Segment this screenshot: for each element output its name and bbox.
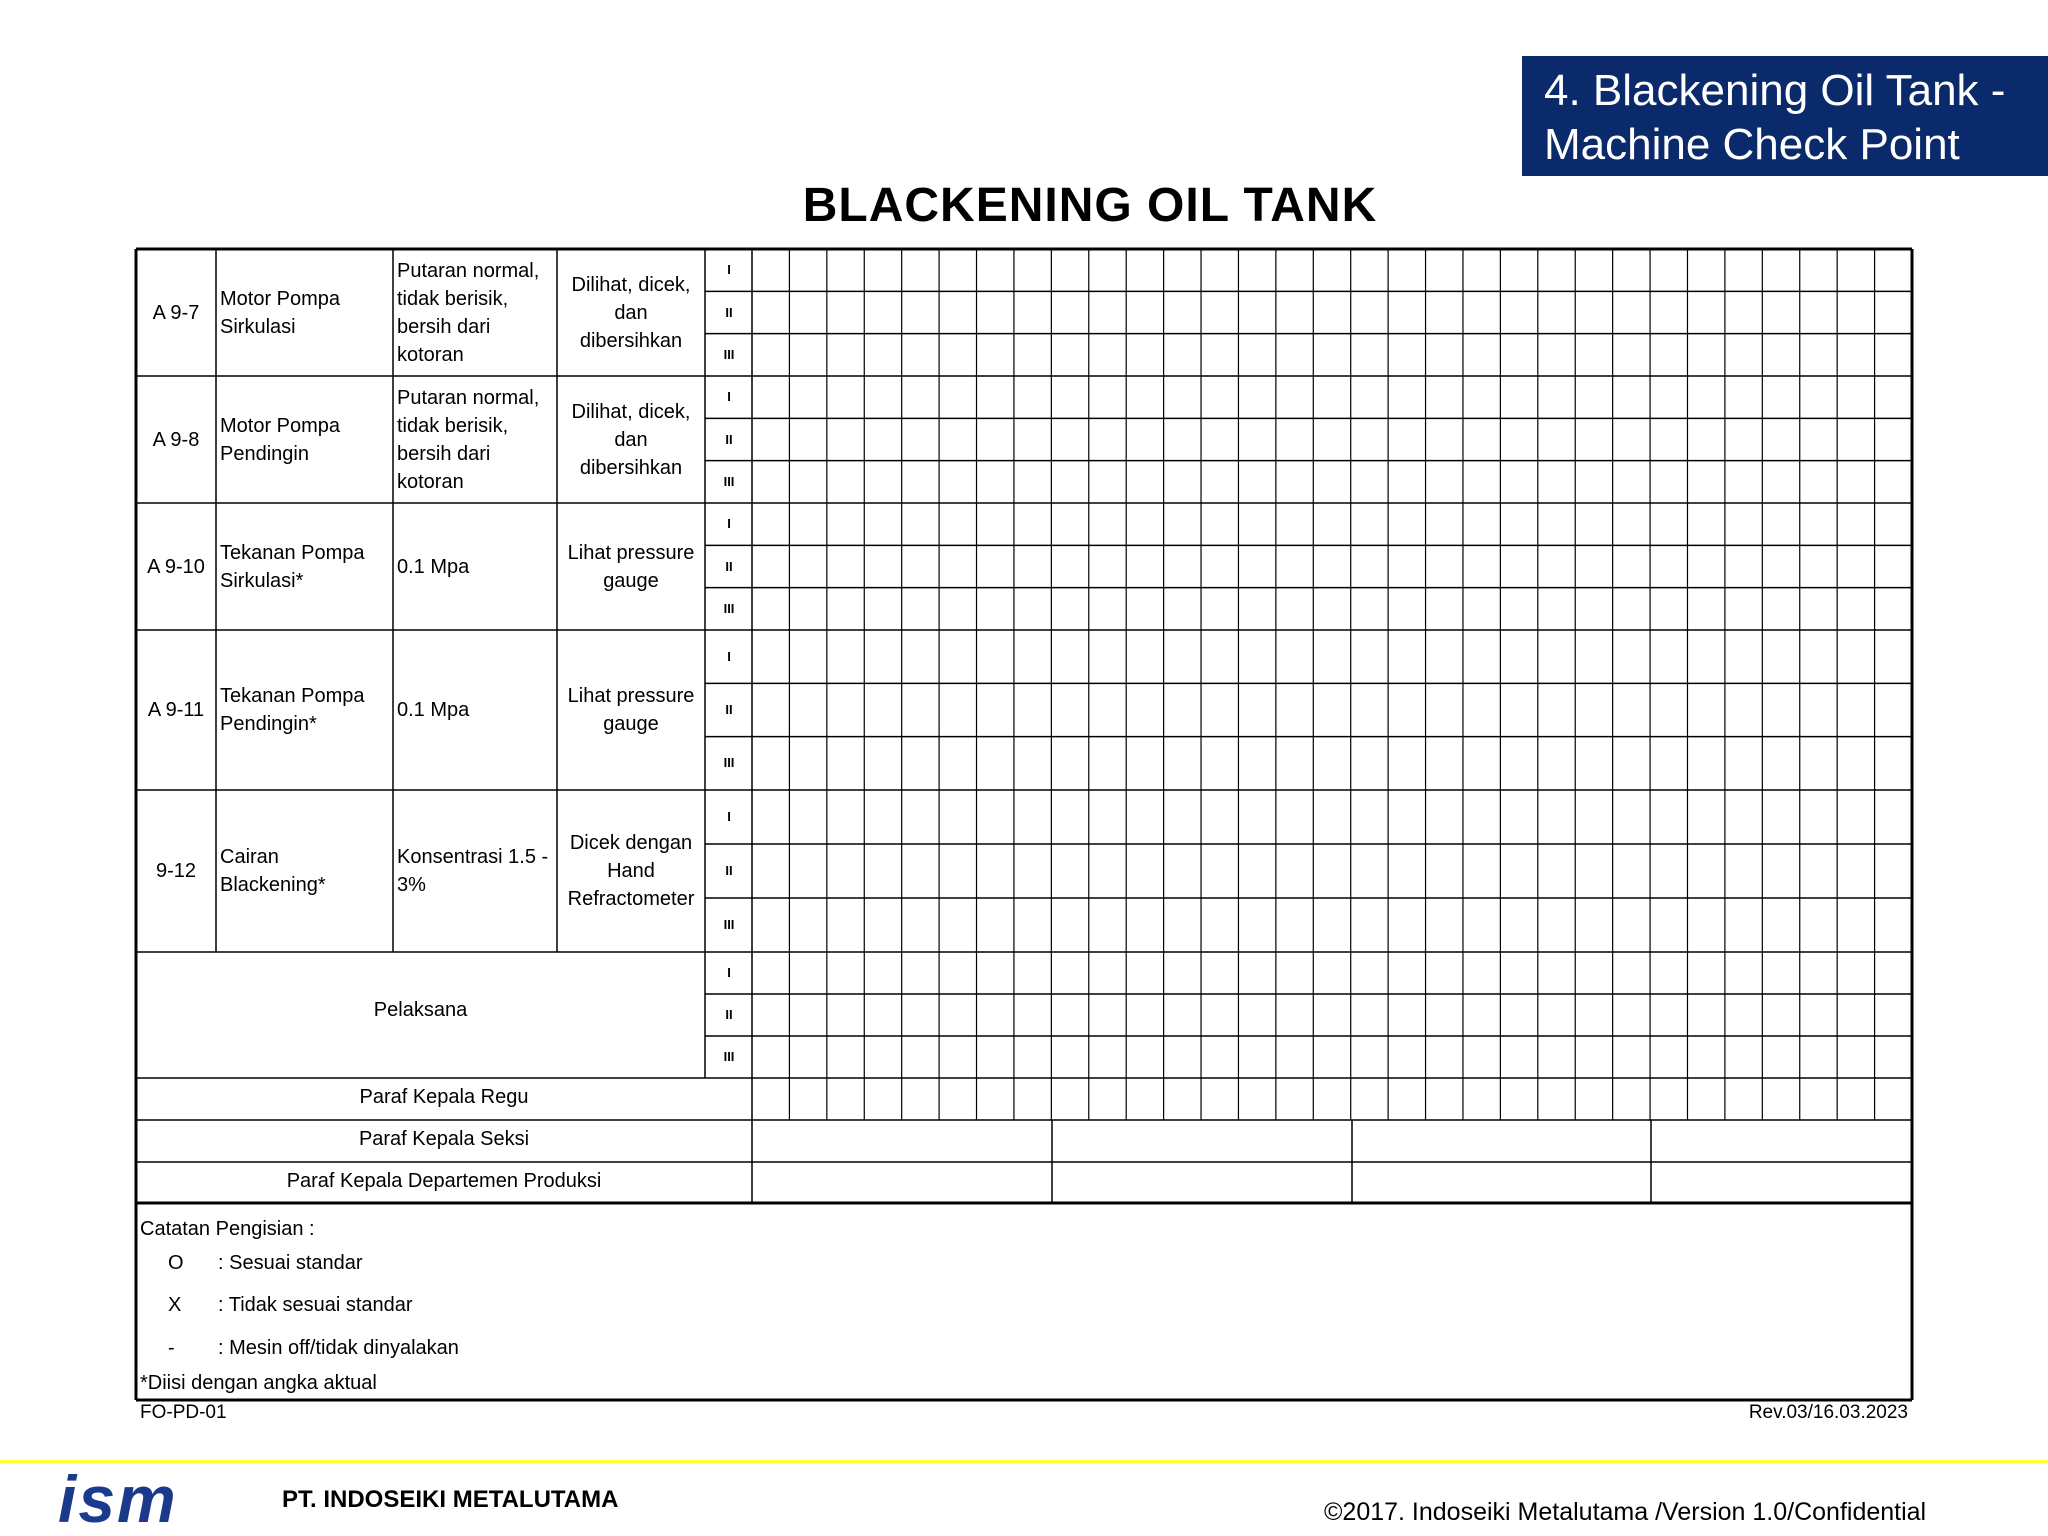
section-header-box (1522, 56, 2048, 176)
section-header-line2: Machine Check Point (1544, 120, 1960, 169)
shift-label: I (727, 516, 731, 532)
section-header-line1: 4. Blackening Oil Tank - (1544, 66, 2006, 115)
item-name: Motor Pompa Pendingin (220, 414, 341, 465)
note-symbol: X (168, 1294, 182, 1316)
item-standard: Putaran normal, tidak berisik, bersih dari kotoran (397, 259, 540, 366)
shift-label: I (727, 262, 731, 278)
shift-label: II (725, 304, 733, 320)
shift-label: I (727, 648, 731, 664)
notes-footnote: *Diisi dengan angka aktual (140, 1372, 377, 1394)
note-text: : Mesin off/tidak dinyalakan (218, 1337, 459, 1359)
item-standard: 0.1 Mpa (397, 699, 470, 721)
notes-heading: Catatan Pengisian : (140, 1218, 315, 1240)
paraf-kepala-seksi-label: Paraf Kepala Seksi (358, 1128, 530, 1150)
note-text: : Sesuai standar (218, 1252, 363, 1274)
item-method: Lihat pressure gauge (567, 541, 695, 592)
item-standard: Putaran normal, tidak berisik, bersih dari kotoran (397, 386, 540, 493)
company-logo (58, 1468, 266, 1530)
paraf-kepala-regu-label: Paraf Kepala Regu (359, 1086, 529, 1108)
shift-label: III (723, 917, 735, 932)
item-code: A 9-8 (152, 428, 200, 451)
item-method: Lihat pressure gauge (567, 685, 695, 735)
item-name: Tekanan Pompa Sirkulasi* (220, 541, 365, 592)
shift-label: II (725, 1007, 733, 1022)
shift-label: II (725, 558, 733, 574)
shift-label: III (723, 346, 735, 362)
item-method: Dicek dengan Hand Refractometer (567, 832, 695, 910)
company-logo-text: ism (58, 1468, 178, 1530)
item-method: Dilihat, dicek, dan dibersihkan (571, 273, 691, 352)
note-symbol: - (168, 1337, 175, 1359)
shift-label: II (725, 702, 733, 717)
note-symbol: O (168, 1252, 184, 1274)
shift-label: II (725, 431, 733, 447)
item-name: Cairan Blackening* (220, 846, 326, 896)
note-text: : Tidak sesuai standar (218, 1294, 413, 1316)
item-name: Motor Pompa Sirkulasi (220, 287, 341, 338)
copyright-text: ©2017. Indoseiki Metalutama /Version 1.0/Confidential (1324, 1498, 1927, 1526)
form-number: FO-PD-01 (140, 1402, 227, 1423)
footer-divider (0, 1460, 2048, 1463)
item-standard: Konsentrasi 1.5 - 3% (397, 846, 549, 896)
shift-label: III (723, 1049, 735, 1064)
item-code: A 9-11 (147, 699, 205, 721)
item-standard: 0.1 Mpa (397, 555, 470, 578)
pelaksana-label: Pelaksana (373, 999, 468, 1021)
shift-label: II (725, 863, 733, 878)
shift-label: III (723, 473, 735, 489)
shift-label: III (723, 600, 735, 616)
revision-label: Rev.03/16.03.2023 (1748, 1402, 1908, 1423)
shift-label: I (727, 965, 731, 980)
shift-label: III (723, 755, 735, 771)
item-name: Tekanan Pompa Pendingin* (220, 685, 365, 735)
shift-label: I (727, 389, 731, 405)
item-method: Dilihat, dicek, dan dibersihkan (571, 400, 691, 479)
paraf-kepala-dept-label: Paraf Kepala Departemen Produksi (286, 1170, 602, 1192)
item-code: A 9-7 (152, 301, 200, 324)
form-title: BLACKENING OIL TANK (802, 179, 1378, 232)
item-code: A 9-10 (147, 555, 205, 578)
company-name: PT. INDOSEIKI METALUTAMA (282, 1486, 619, 1513)
item-code: 9-12 (155, 860, 197, 882)
shift-label: I (727, 809, 731, 824)
